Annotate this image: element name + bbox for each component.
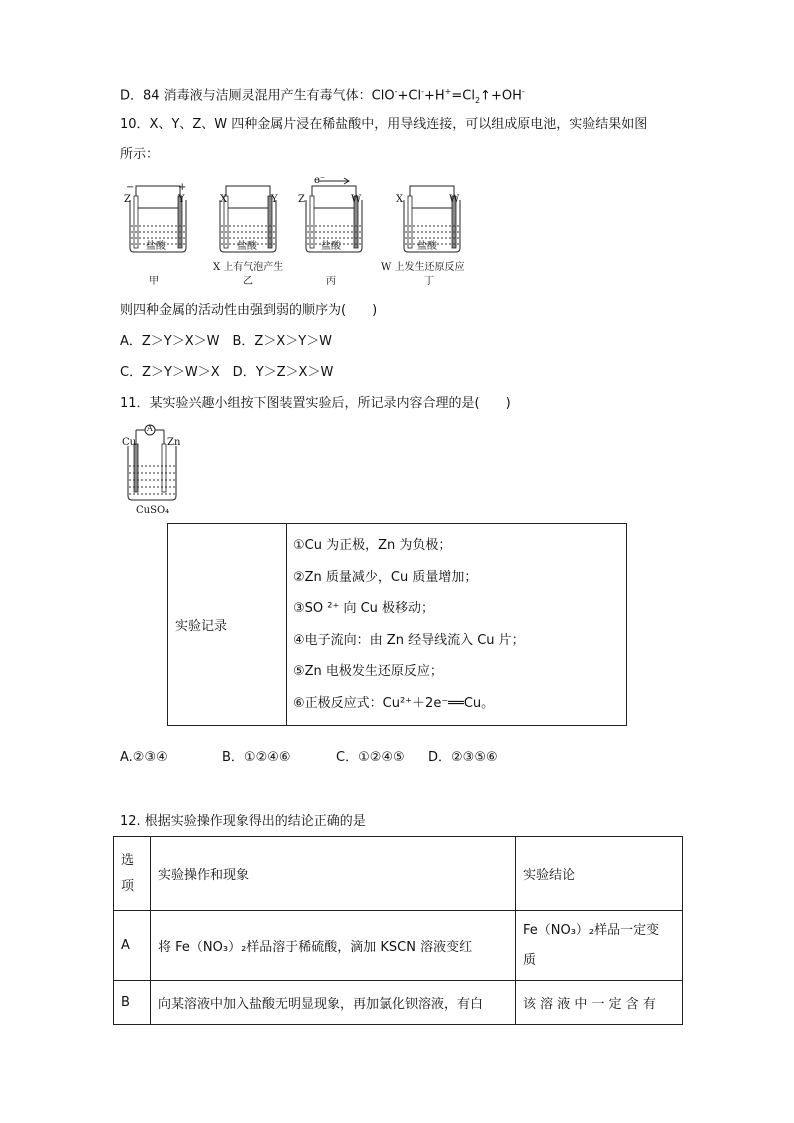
col-operation-header bbox=[151, 837, 516, 911]
header-text: 实验结论 bbox=[523, 868, 576, 883]
q10-options-ab: A．Z＞Y＞X＞W B．Z＞X＞Y＞W bbox=[120, 334, 333, 349]
cell4-note: W 上发生还原反应 bbox=[381, 262, 465, 273]
text: +H bbox=[423, 88, 445, 104]
sup: - bbox=[421, 87, 424, 96]
sup: + bbox=[444, 87, 452, 96]
option-d-line bbox=[120, 84, 525, 109]
cell3-electron: e⁻ bbox=[314, 175, 326, 186]
cell3-right: W bbox=[351, 194, 362, 205]
cell1-acid: 盐酸 bbox=[146, 241, 166, 252]
cell2-caption: 乙 bbox=[243, 276, 253, 287]
text: ↑+OH bbox=[480, 88, 522, 104]
cell2-left: X bbox=[220, 194, 228, 205]
q11-option-d: D．②③⑤⑥ bbox=[428, 750, 498, 765]
record-item-2: ②Zn 质量减少，Cu 质量增加； bbox=[293, 569, 478, 585]
table-row bbox=[114, 981, 683, 1025]
header-text: 项 bbox=[121, 878, 135, 894]
operation-text: 将 Fe（NO₃）₂样品溶于稀硫酸，滴加 KSCN 溶液变红 bbox=[158, 940, 473, 955]
record-header: 实验记录 bbox=[175, 619, 228, 634]
cell1-left: Z bbox=[124, 194, 131, 205]
option-text: A bbox=[121, 938, 130, 953]
record-item-1: ①Cu 为正极，Zn 为负极； bbox=[293, 538, 452, 553]
cell4-left: X bbox=[396, 194, 404, 205]
text: =Cl bbox=[451, 88, 475, 104]
cell4-caption: 丁 bbox=[424, 276, 434, 287]
q11-option-b: B．①②④⑥ bbox=[222, 750, 291, 765]
q11-solution: CuSO₄ bbox=[136, 505, 170, 516]
operation-cell bbox=[151, 981, 516, 1025]
sub: 2 bbox=[474, 95, 481, 105]
q10-question: 则四种金属的活动性由强到弱的顺序为( ) bbox=[120, 303, 378, 318]
q11-stem: 11．某实验兴趣小组按下图装置实验后，所记录内容合理的是( ) bbox=[120, 396, 511, 411]
cell1-plus: + bbox=[178, 182, 187, 193]
q11-meter-label: A bbox=[147, 424, 153, 433]
col-conclusion-header bbox=[516, 837, 683, 911]
q10-stem-line1: 10．X、Y、Z、W 四种金属片浸在稀盐酸中，用导线连接，可以组成原电池，实验结果如图 bbox=[120, 117, 648, 132]
option-cell bbox=[114, 911, 151, 981]
cell3-acid: 盐酸 bbox=[321, 241, 341, 252]
cell2-note: X 上有气泡产生 bbox=[213, 262, 284, 273]
record-item-3: ③SO ²⁺ 向 Cu 极移动； bbox=[293, 601, 435, 616]
operation-text: 向某溶液中加入盐酸无明显现象，再加氯化钡溶液，有白 bbox=[158, 997, 484, 1012]
conclusion-text: 该 溶 液 中 一 定 含 有 bbox=[523, 997, 656, 1012]
cell1-right: Y bbox=[178, 194, 185, 205]
q11-right-electrode: Zn bbox=[167, 437, 181, 448]
conclusion-cell bbox=[516, 911, 683, 981]
q10-options-cd: C．Z＞Y＞W＞X D．Y＞Z＞X＞W bbox=[120, 365, 334, 380]
header-text: 选 bbox=[121, 852, 135, 868]
cell3-caption: 丙 bbox=[326, 276, 336, 287]
option-text: B bbox=[121, 995, 130, 1010]
header-text: 实验操作和现象 bbox=[158, 868, 250, 883]
q11-left-electrode: Cu bbox=[122, 437, 137, 448]
operation-cell bbox=[151, 911, 516, 981]
cell2-right: Y bbox=[271, 194, 278, 205]
cell4-right: W bbox=[449, 194, 460, 205]
sup: - bbox=[521, 87, 525, 96]
cell1-minus: − bbox=[126, 182, 135, 193]
q11-record-table bbox=[167, 523, 627, 726]
table-row bbox=[168, 524, 627, 726]
col-option-header bbox=[114, 837, 151, 911]
q12-stem: 12. 根据实验操作现象得出的结论正确的是 bbox=[120, 814, 366, 829]
q11-option-a: A.②③④ bbox=[120, 750, 168, 765]
text: +Cl bbox=[397, 88, 422, 104]
q11-option-c: C．①②④⑤ bbox=[336, 750, 405, 765]
table-row bbox=[114, 837, 683, 911]
conclusion-cell bbox=[516, 981, 683, 1025]
conclusion-text: Fe（NO₃）₂样品一定变 bbox=[523, 922, 660, 938]
cell1-caption: 甲 bbox=[149, 276, 159, 287]
record-item-6: ⑥正极反应式：Cu²⁺＋2e⁻══Cu。 bbox=[293, 695, 495, 711]
cell2-acid: 盐酸 bbox=[237, 241, 257, 252]
cell3-left: Z bbox=[298, 194, 305, 205]
option-cell bbox=[114, 981, 151, 1025]
record-header-cell bbox=[168, 524, 287, 726]
q12-table bbox=[113, 836, 683, 1025]
cell4-acid: 盐酸 bbox=[417, 241, 437, 252]
record-items-cell bbox=[287, 524, 627, 726]
record-item-4: ④电子流向：由 Zn 经导线流入 Cu 片； bbox=[293, 632, 525, 648]
sup: - bbox=[394, 87, 398, 96]
q10-stem-line2: 所示： bbox=[120, 147, 160, 162]
option-d-text: D．84 消毒液与洁厕灵混用产生有毒气体：ClO bbox=[120, 88, 395, 104]
record-item-5: ⑤Zn 电极发生还原反应； bbox=[293, 664, 443, 679]
table-row bbox=[114, 911, 683, 981]
conclusion-text: 质 bbox=[523, 952, 537, 968]
